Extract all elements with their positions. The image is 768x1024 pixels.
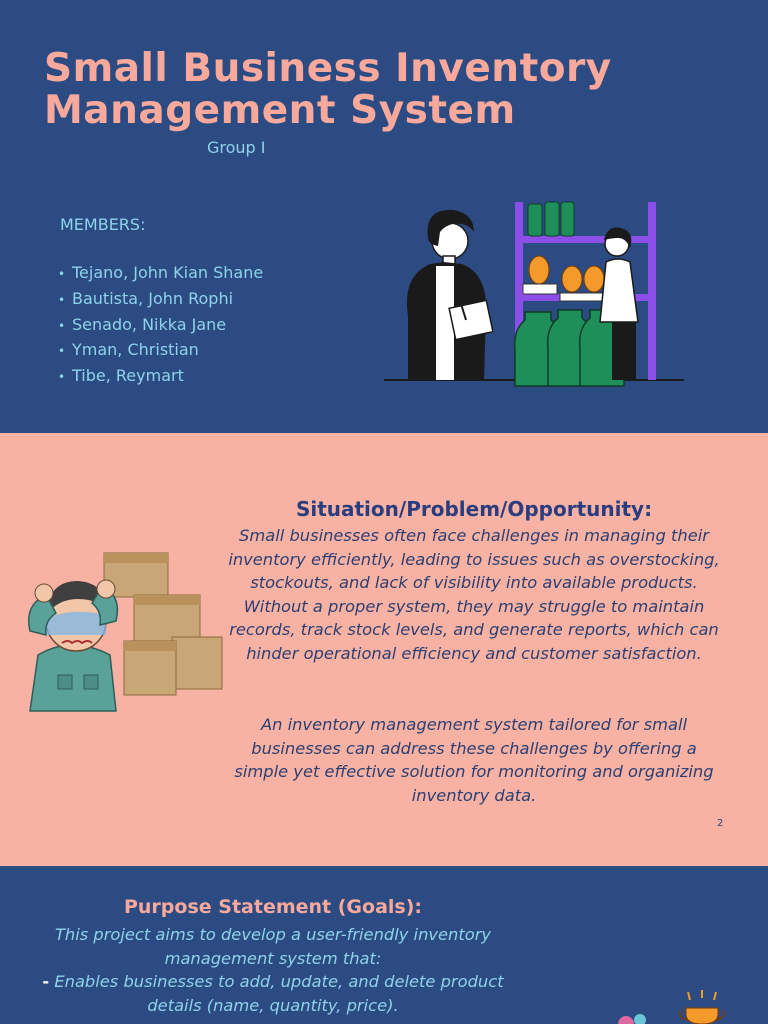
title-slide xyxy=(0,0,768,433)
group-label: Group I xyxy=(207,138,266,157)
purpose-heading: Purpose Statement (Goals): xyxy=(123,896,422,918)
goal-item-1: Enables businesses to add, update, and delete product details (name, quantity, price). xyxy=(54,972,504,1015)
trophy-illustration xyxy=(600,990,730,1024)
member-item: • Tibe, Reymart xyxy=(58,366,184,386)
purpose-intro: This project aims to develop a user-friendly inventory management system that: xyxy=(54,925,492,968)
members-label: MEMBERS: xyxy=(60,215,146,234)
title-line-2: Management System xyxy=(44,88,516,133)
inventory-workers-illustration xyxy=(380,196,690,392)
purpose-text xyxy=(24,923,522,1017)
situation-heading: Situation/Problem/Opportunity: xyxy=(295,497,653,521)
stressed-worker-boxes-illustration xyxy=(24,545,228,715)
member-item: • Bautista, John Rophi xyxy=(58,288,234,308)
situation-paragraph-2: An inventory management system tailored for small businesses can address these challenges by offering a simple yet effective solution for monitoring and organizing inventory data. xyxy=(234,715,714,805)
goal-dash: - xyxy=(42,972,50,992)
members-list xyxy=(58,261,263,390)
presentation-title xyxy=(44,48,612,132)
member-item: • Tejano, John Kian Shane xyxy=(58,263,264,282)
page-number: 2 xyxy=(717,818,724,829)
title-line-1: Small Business Inventory xyxy=(44,46,612,91)
member-item: • Yman, Christian xyxy=(58,340,199,360)
situation-paragraph-1: Small businesses often face challenges in managing their inventory efficiently, leading to issues such as overstocking, stockouts, and lack of visibility into available products. Without a proper system, they may struggle to maintain records, track stock levels, and generate reports, which can hinder operational efficiency and customer satisfaction. xyxy=(228,526,720,663)
member-item: • Senado, Nikka Jane xyxy=(58,314,227,334)
